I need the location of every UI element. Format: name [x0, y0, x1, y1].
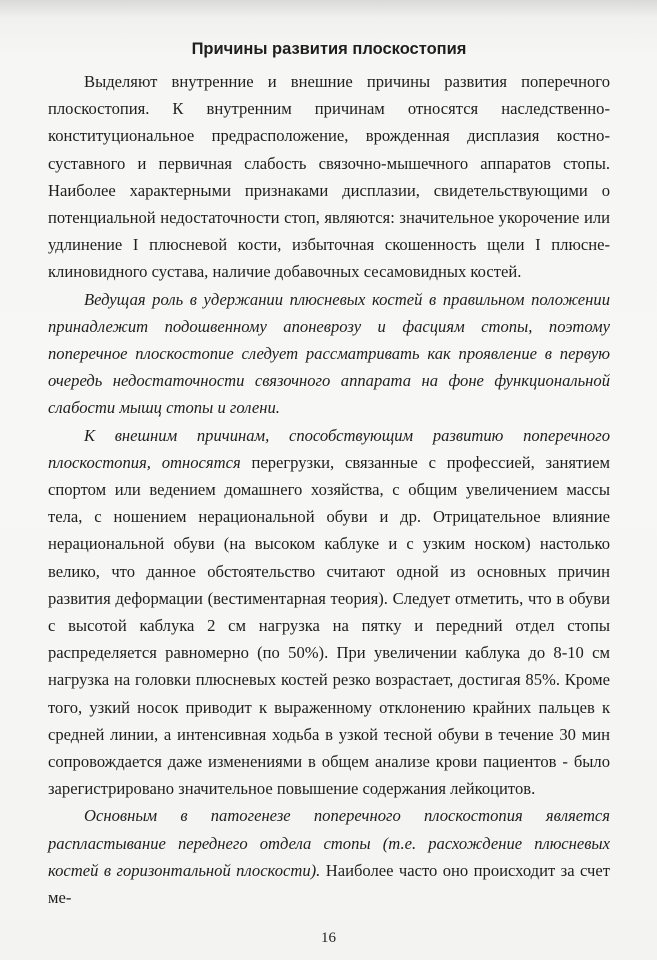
page-number: 16 [321, 930, 336, 946]
paragraph-3-text: перегрузки, связанные с профессией, занятием спортом или ведением домашнего хозяйства, с общим увеличением массы тела, с ношением нерациональной обуви и др. Отрицательное влияние нерациональной обуви (на высоком каблуке и с узким носком) настолько велико, что данное обстоятельство считают одной из основных причин развития деформации (вестиментарная теория). Следует отметить, что в обуви с высотой каблука 2 см нагрузка на пятку и передний отдел стопы распределяется равномерно (по 50%). При увеличении каблука до 8-10 см нагрузка на головки плюсневых костей резко возрастает, достигая 85%. Кроме того, узкий носок приводит к выраженному отклонению крайних пальцев к средней линии, а интенсивная ходьба в узкой тесной обуви в течение 30 мин сопровождается даже изменениями в общем анализе крови пациентов - было зарегистрировано значительное повышение содержания лейкоцитов. [48, 452, 610, 799]
paragraph-2-italic: Ведущая роль в удержании плюсневых костей в правильном положении принадлежит подошвенному апоневрозу и фасциям стопы, поэтому поперечное плоскостопие следует рассматривать как проявление в первую очередь недостаточности связочного аппарата на фоне функциональной слабости мышц стопы и голени. [48, 289, 610, 418]
paragraph-4-text: Наиболее часто оно происходит за счет ме- [48, 860, 610, 908]
paragraph-4-italic: Основным в патогенезе поперечного плоскостопия является распластывание переднего отдела стопы (т.е. расхождение плюсневых костей в горизонтальной плоскости). [48, 806, 610, 880]
paragraph-1: Выделяют внутренние и внешние причины развития поперечного плоскостопия. К внутренним причинам относятся наследственно-конституциональное предрасположение, врожденная дисплазия костно-суставного и первичная слабость связочно-мышечного аппаратов стопы. Наиболее характерными признаками дисплазии, свидетельствующими о потенциальной недостаточности стоп, являются: значительное укорочение или удлинение I плюсневой кости, избыточная скошенность щели I плюсне-клиновидного сустава, наличие добавочных сесамовидных костей. [48, 72, 610, 282]
section-title: Причины развития плоскостопия [191, 40, 467, 58]
paragraph-3 [48, 422, 610, 803]
page-content [48, 38, 610, 911]
paragraph-3-italic: К внешним причинам, способствующим развитию поперечного плоскостопия, относятся [48, 425, 610, 472]
paragraph-2 [48, 286, 610, 422]
scan-shadow [0, 0, 657, 18]
paragraph-4 [48, 802, 610, 911]
